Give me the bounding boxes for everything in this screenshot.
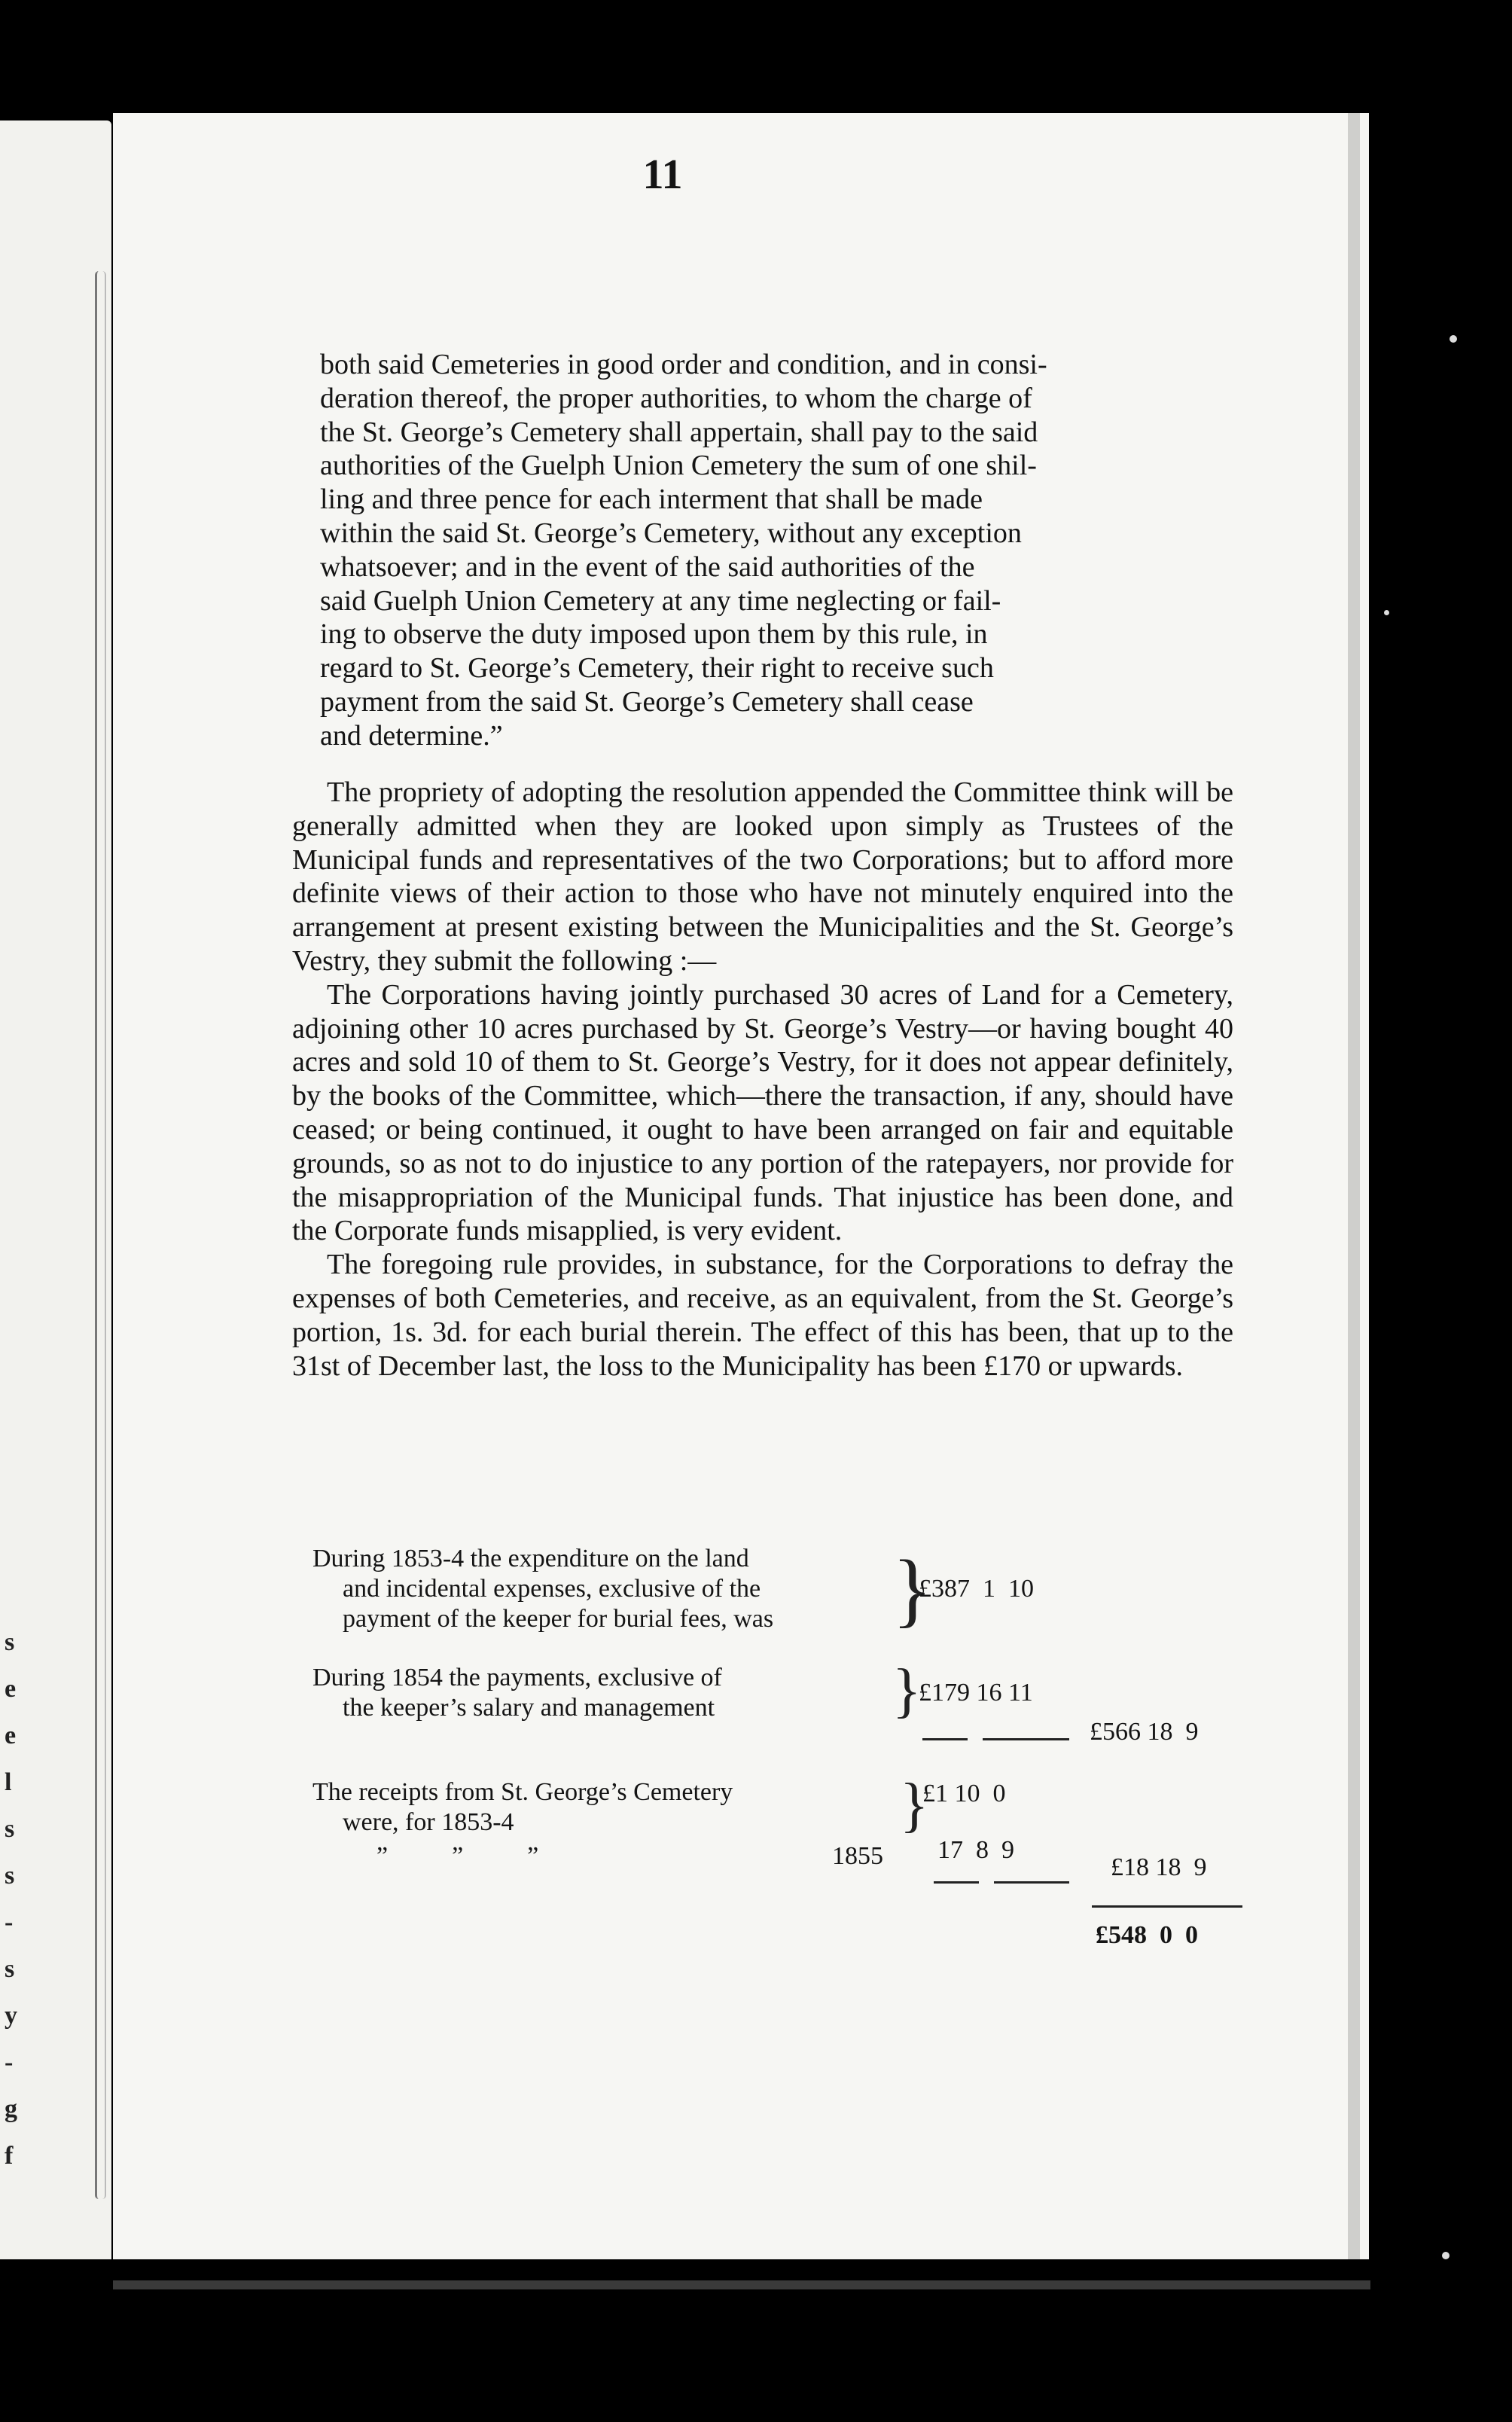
subtotal: £566 18 9: [1090, 1718, 1199, 1746]
grand-total: £548 0 0: [1096, 1921, 1198, 1949]
page-number: 11: [642, 151, 683, 198]
body-text: [292, 776, 1233, 1383]
fragment: s: [5, 1862, 15, 1890]
amount: £1 10 0: [922, 1780, 1006, 1807]
fragment: s: [5, 1955, 15, 1983]
fragment: s: [5, 1815, 15, 1843]
total-rule: [1092, 1905, 1242, 1908]
paragraph: The foregoing rule provides, in substance, for the Corporations to defray the expenses of both Cemeteries, and receive, as an equivalent, from the St. George’s portion, 1s. 3d. for each burial therein. The effect of this has been, that up to the 31st of December last, the loss to the Municipality has been £170 or upwards.: [292, 1249, 1233, 1382]
speck: [1442, 2252, 1450, 2259]
sum-rule: [983, 1738, 1069, 1740]
fragment: e: [5, 1722, 17, 1749]
brace-icon: }: [900, 1772, 929, 1838]
sum-rule: [994, 1881, 1069, 1884]
facing-page-fragments: [5, 1619, 20, 2179]
quote-line: and determine.”: [320, 719, 503, 752]
fragment: l: [5, 1768, 12, 1796]
book-spine: [95, 271, 106, 2199]
quote-line: regard to St. George’s Cemetery, their right to receive such: [320, 652, 994, 685]
sum-rule: [922, 1738, 968, 1740]
ditto-marks: ” ” ”: [376, 1842, 539, 1870]
brace-icon: }: [892, 1658, 922, 1724]
page-edge-shadow: [1348, 113, 1360, 2259]
quote-line: said Guelph Union Cemetery at any time neglecting or fail-: [320, 584, 1001, 617]
fragment: y: [5, 2002, 17, 2030]
fragment: -: [5, 2048, 14, 2076]
scan-bottom-edge: [0, 2259, 1512, 2422]
quote-line: within the said St. George’s Cemetery, without any exception: [320, 517, 1022, 549]
facing-page-edge: [0, 120, 111, 2282]
quoted-rule-text: [320, 348, 1231, 753]
subtotal: £18 18 9: [1111, 1853, 1207, 1881]
amount: £179 16 11: [919, 1679, 1033, 1707]
fragment: s: [5, 1628, 15, 1656]
account-line: the keeper’s salary and management: [343, 1694, 715, 1722]
account-line: and incidental expenses, exclusive of the: [343, 1575, 761, 1603]
account-line: payment of the keeper for burial fees, was: [343, 1605, 774, 1633]
fragment: e: [5, 1675, 17, 1703]
account-line: were, for 1853-4: [343, 1808, 514, 1836]
fragment: -: [5, 1908, 14, 1936]
amount: £387 1 10: [919, 1575, 1034, 1603]
quote-line: deration thereof, the proper authorities, to whom the charge of: [320, 382, 1032, 414]
account-line: The receipts from St. George’s Cemetery: [312, 1778, 733, 1806]
account-line: During 1854 the payments, exclusive of: [312, 1664, 722, 1691]
quote-line: whatsoever; and in the event of the said authorities of the: [320, 551, 975, 583]
year: 1855: [832, 1842, 883, 1870]
speck: [1450, 335, 1457, 343]
quote-line: both said Cemeteries in good order and condition, and in consi-: [320, 349, 1047, 380]
quote-line: ling and three pence for each interment that shall be made: [320, 483, 983, 516]
paragraph: The propriety of adopting the resolution appended the Committee think will be generally admitted when they are looked upon simply as Trustees of the Municipal funds and representatives of the two Corporations; but to afford more definite views of their action to those who have not minutely enquired into the arrangement at present existing between the Municipalities and the St. George’s Vestry, they submit the following :—: [292, 776, 1233, 977]
sum-rule: [934, 1881, 979, 1884]
page-bottom-line: [113, 2280, 1370, 2289]
quote-line: payment from the said St. George’s Cemetery shall cease: [320, 685, 974, 718]
fragment: f: [5, 2142, 14, 2170]
amount: 17 8 9: [937, 1836, 1014, 1864]
fragment: g: [5, 2095, 17, 2123]
quote-line: ing to observe the duty imposed upon them by this rule, in: [320, 618, 988, 651]
paragraph: The Corporations having jointly purchased 30 acres of Land for a Cemetery, adjoining other 10 acres purchased by St. George’s Vestry—or having bought 40 acres and sold 10 of them to St. George’s Vestry, for it does not appear definitely, by the books of the Committee, which—there the transaction, if any, should have ceased; or being continued, it ought to have been arranged on fair and equitable grounds, so as not to do injustice to any portion of the ratepayers, nor provide for the misappropriation of the Municipal funds. That injustice has been done, and the Corporate funds misapplied, is very evident.: [292, 978, 1233, 1247]
account-line: During 1853-4 the expenditure on the land: [312, 1545, 749, 1572]
brace-icon: }: [892, 1543, 932, 1635]
speck: [1384, 610, 1389, 615]
quote-line: authorities of the Guelph Union Cemetery the sum of one shil-: [320, 450, 1037, 482]
quote-line: the St. George’s Cemetery shall appertain, shall pay to the said: [320, 416, 1038, 448]
